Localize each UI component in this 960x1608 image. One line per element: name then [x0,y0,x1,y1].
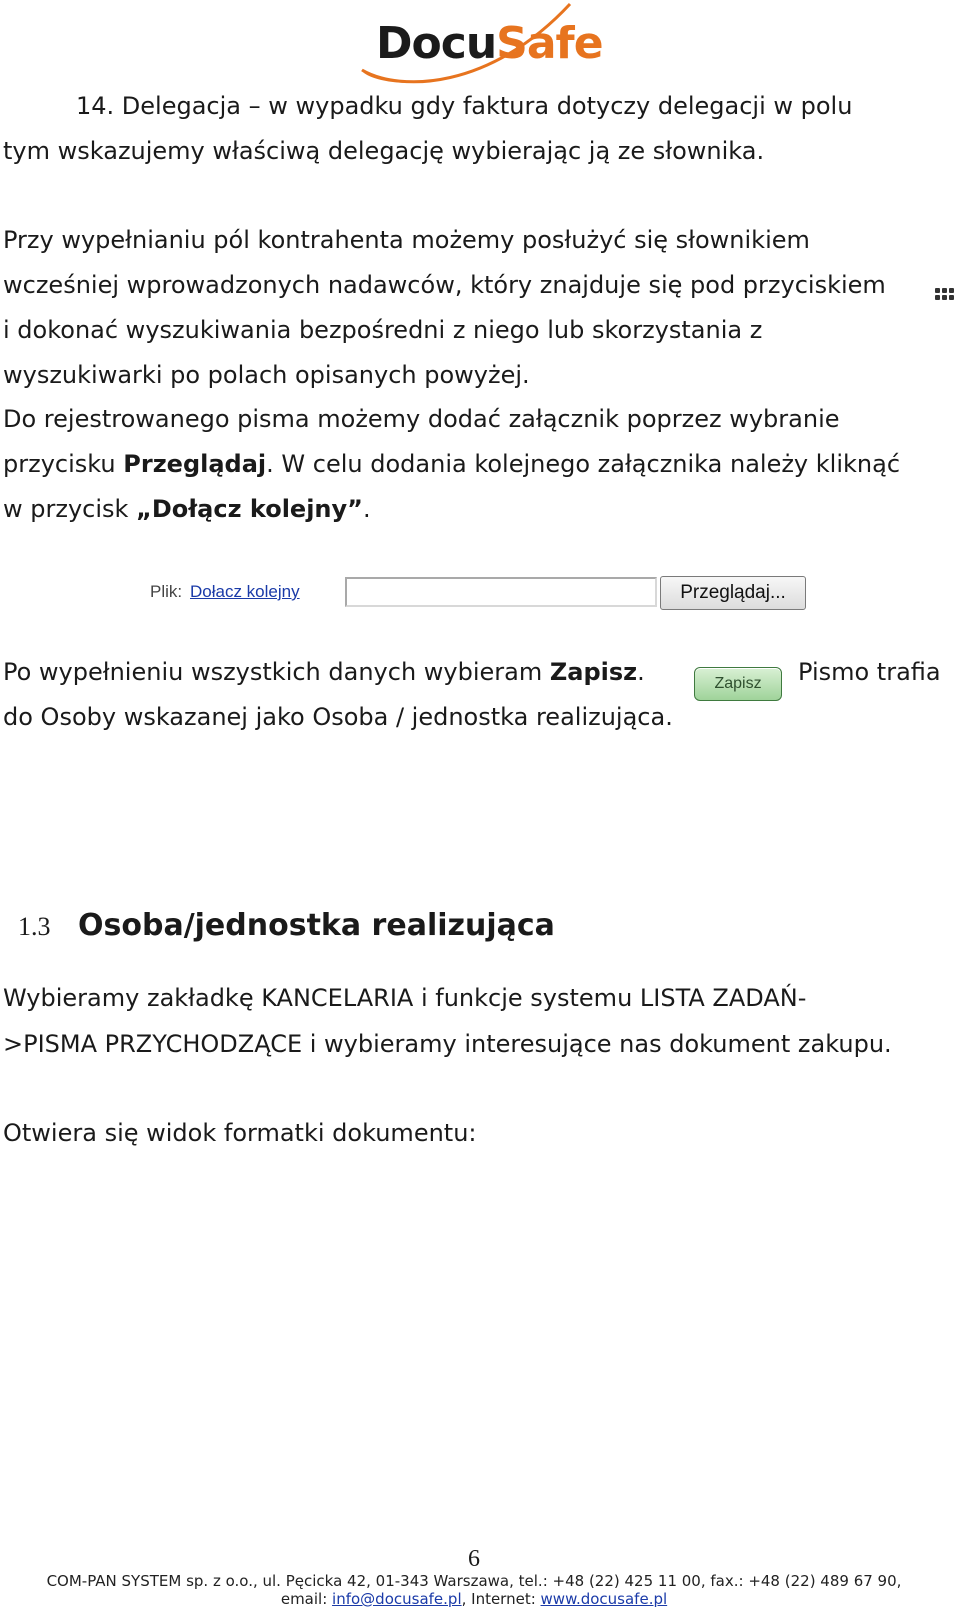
text-fragment: . [362,495,371,523]
browse-button[interactable]: Przeglądaj... [660,576,806,610]
logo-text [376,18,603,69]
text-line: wyszukiwarki po polach opisanych powyżej. [3,361,530,389]
section-number: 1.3 [18,912,51,941]
bold-text: Zapisz [549,658,638,686]
text-line: wcześniej wprowadzonych nadawców, który znajduje się pod przyciskiem [3,271,886,299]
logo-safe: Safe [496,18,603,69]
text-fragment: . [637,658,645,686]
text-line: Wybieramy zakładkę KANCELARIA i funkcje systemu LISTA ZADAŃ- [3,984,807,1012]
text-line [3,657,645,687]
text-line: Do rejestrowanego pisma możemy dodać załącznik poprzez wybranie [3,405,840,433]
text-fragment: Po wypełnieniu wszystkich danych wybieram [3,658,550,686]
file-path-input[interactable] [345,577,657,607]
text-line: do Osoby wskazanej jako Osoba / jednostka realizująca. [3,703,673,731]
text-line [3,494,371,524]
text-line: Pismo trafia [798,658,941,686]
footer-address: COM-PAN SYSTEM sp. z o.o., ul. Pęcicka 42, 01-343 Warszawa, tel.: +48 (22) 425 11 00, fax.: +48 (22) 489 67 90, [46,1572,902,1590]
bold-text: „Dołącz kolejny” [136,495,363,523]
logo-docu: Docu [376,18,497,69]
text-line: 14. Delegacja – w wypadku gdy faktura dotyczy delegacji w polu [76,92,853,120]
text-line: Otwiera się widok formatki dokumentu: [3,1119,477,1147]
footer-text: , Internet: [461,1590,541,1608]
bold-text: Przeglądaj [123,450,267,478]
docusafe-logo [360,0,603,90]
text-line [3,449,900,479]
website-link[interactable]: www.docusafe.pl [540,1590,668,1608]
text-fragment: przycisku [3,450,124,478]
section-title: Osoba/jednostka realizująca [78,908,555,943]
text-line: >PISMA PRZYCHODZĄCE i wybieramy interesujące nas dokument zakupu. [3,1030,892,1058]
footer-contact [0,1590,948,1608]
text-line: Przy wypełnianiu pól kontrahenta możemy posłużyć się słownikiem [3,226,810,254]
file-label: Plik: [150,582,183,601]
text-line: tym wskazujemy właściwą delegację wybierając ją ze słownika. [3,137,765,165]
text-fragment: w przycisk [3,495,137,523]
text-line: i dokonać wyszukiwania bezpośredni z niego lub skorzystania z [3,316,763,344]
text-fragment: . W celu dodania kolejnego załącznika należy kliknąć [266,450,901,478]
add-next-attachment-link[interactable]: Dołacz kolejny [190,582,300,601]
email-link[interactable]: info@docusafe.pl [332,1590,462,1608]
save-button[interactable]: Zapisz [694,667,782,701]
footer-text: email: [280,1590,333,1608]
page-number: 6 [468,1546,480,1572]
dictionary-grid-icon[interactable] [935,286,957,302]
